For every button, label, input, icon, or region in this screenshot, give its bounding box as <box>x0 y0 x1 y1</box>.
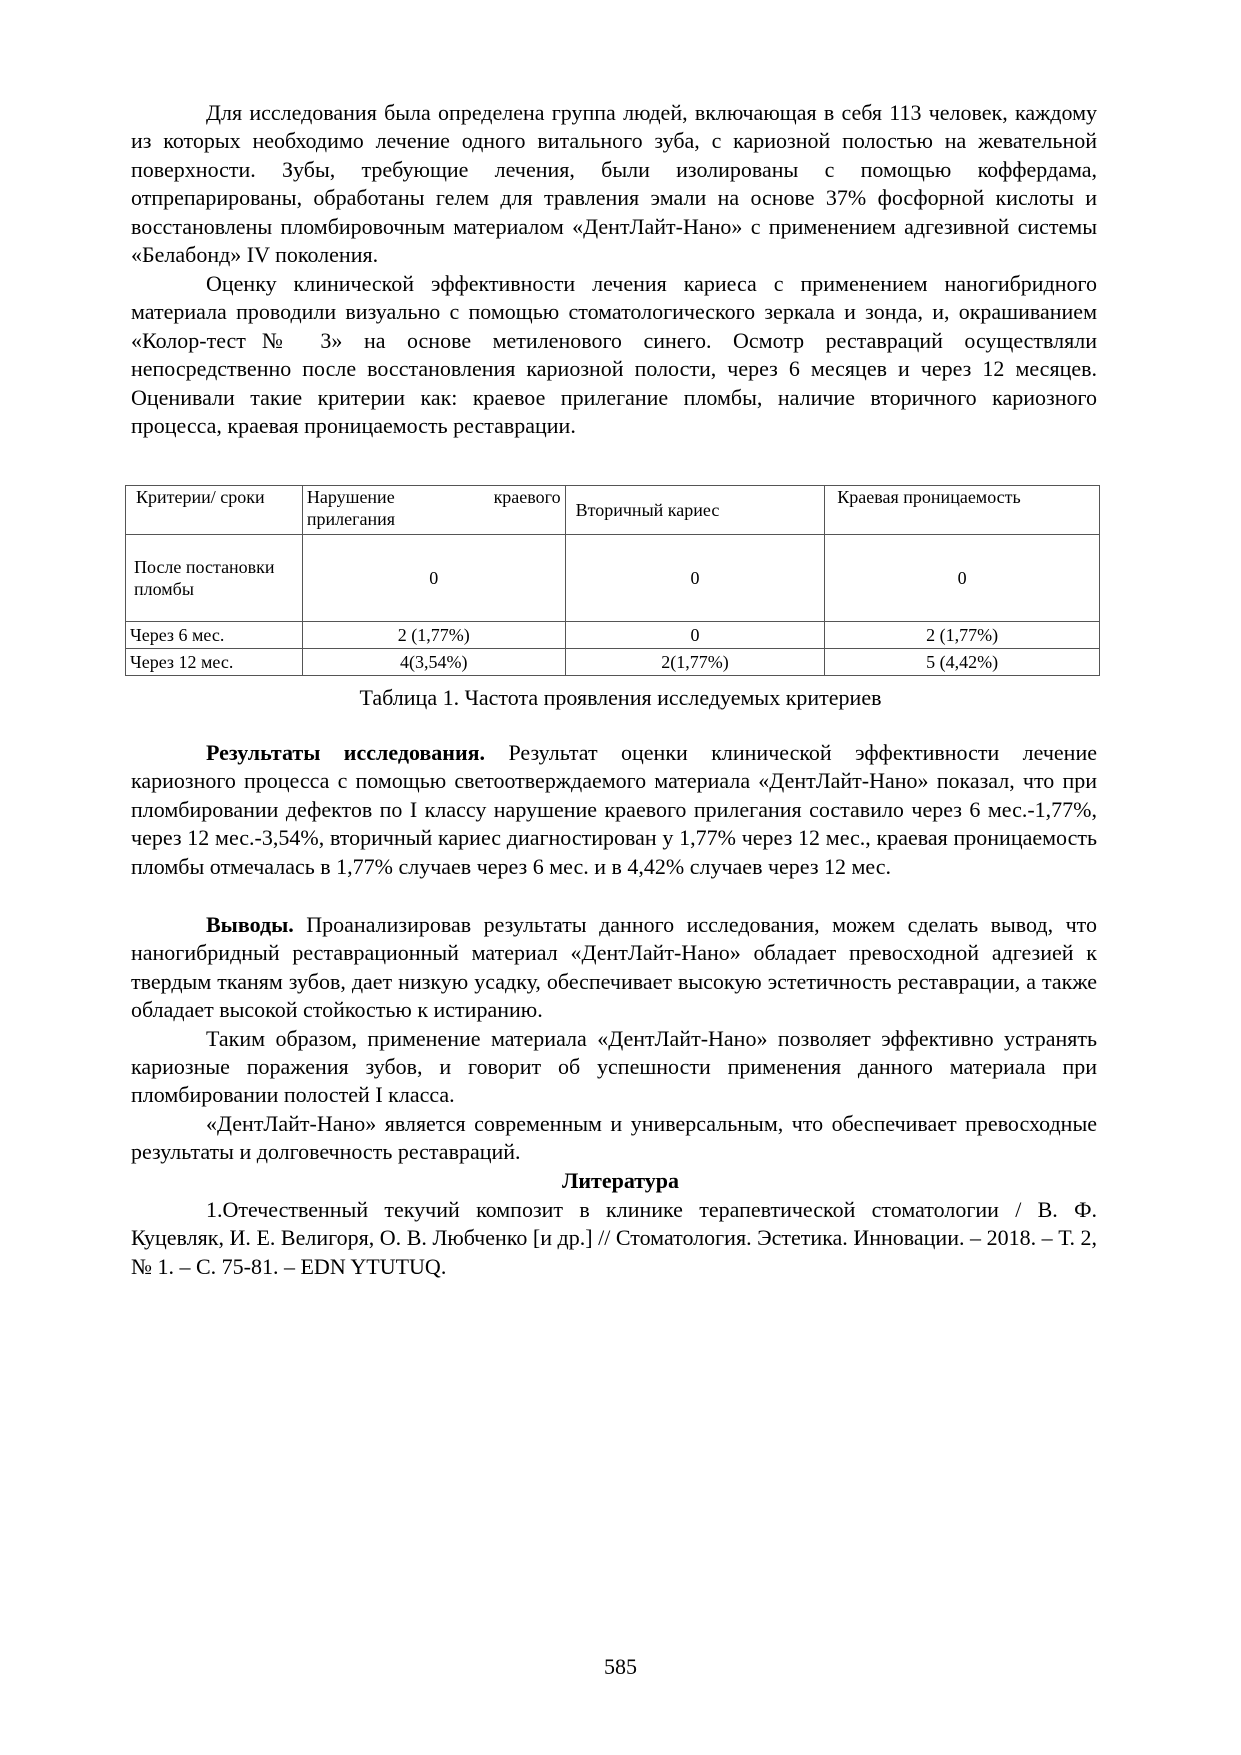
results-text: Результат оценки клинической эффективности лечение кариозного процесса с помощью светоотверждаемого материала «ДентЛайт-Нано» показал, что при пломбировании дефектов по I классу нарушение краевого прилегания составило через 6 мес.-1,77%, через 12 мес.-3,54%, вторичный кариес диагностирован у 1,77% через 12 мес., краевая проницаемость пломбы отмечалась в 1,77% случаев через 6 мес. и в 4,42% случаев через 12 мес. <box>131 740 1097 879</box>
table-row <box>126 622 1100 649</box>
table-cell: 2(1,77%) <box>565 649 825 676</box>
criteria-table <box>125 485 1100 676</box>
literature-list <box>131 1196 1097 1281</box>
results-heading: Результаты исследования. <box>206 740 486 765</box>
intro-text-1: Для исследования была определена группа людей, включающая в себя 113 человек, каждому из которых необходимо лечение одного витального зуба, с кариозной полостью на жевательной поверхности. Зубы, требующие лечения, были изолированы с помощью коффердама, отпрепарированы, обработаны гелем для травления эмали на основе 37% фосфорной кислоты и восстановлены пломбировочным материалом «ДентЛайт-Нано» с применением адгезивной системы «Белабонд» IV поколения. <box>131 100 1097 268</box>
table-cell: 0 <box>825 535 1100 622</box>
results-section <box>131 739 1097 881</box>
table-row <box>126 535 1100 622</box>
table-cell: 5 (4,42%) <box>825 649 1100 676</box>
table-cell: 2 (1,77%) <box>302 622 565 649</box>
header-criteria <box>126 486 303 535</box>
header-marginal-permeability-text: Краевая проницаемость <box>837 487 1021 507</box>
page-number: 585 <box>604 1654 637 1679</box>
conclusions-paragraph-3: «ДентЛайт-Нано» является современным и универсальным, что обеспечивает превосходные результаты и долговечность реставраций. <box>131 1110 1097 1165</box>
literature-title: Литература <box>561 1168 680 1193</box>
header-marginal-permeability <box>825 486 1100 535</box>
table-header-row <box>126 486 1100 535</box>
table-cell: 4(3,54%) <box>302 649 565 676</box>
conclusions-heading: Выводы. <box>206 912 294 937</box>
table-caption: Таблица 1. Частота проявления исследуемых критериев <box>359 685 882 710</box>
table-cell: 0 <box>565 622 825 649</box>
literature-item: 1.Отечественный текучий композит в клинике терапевтической стоматологии / В. Ф. Куцевляк, И. Е. Велигоря, О. В. Любченко [и др.] // Стоматология. Эстетика. Инновации. – 2018. – Т. 2, № 1. – С. 75-81. – EDN YTUTUQ. <box>131 1197 1097 1279</box>
conclusions-paragraph-1 <box>131 911 1097 1025</box>
intro-paragraph-1 <box>131 99 1097 269</box>
conclusions-section <box>131 911 1097 1167</box>
table-cell: 0 <box>565 535 825 622</box>
row-label: Через 6 мес. <box>126 622 303 649</box>
table-cell: 0 <box>302 535 565 622</box>
header-marginal-fit-part1: Нарушение <box>306 487 395 507</box>
results-paragraph <box>131 739 1097 881</box>
header-marginal-fit-part3: прилегания <box>306 509 395 529</box>
conclusions-text: Проанализировав результаты данного исследования, можем сделать вывод, что наногибридный реставрационный материал «ДентЛайт-Нано» обладает превосходной адгезией к твердым тканям зубов, дает низкую усадку, обеспечивает высокую эстетичность реставрации, а также обладает высокой стойкостью к истиранию. <box>131 912 1097 1023</box>
header-secondary-caries-text: Вторичный кариес <box>575 500 720 520</box>
header-criteria-text: Критерии/ сроки <box>136 487 265 507</box>
intro-text-2: Оценку клинической эффективности лечения кариеса с применением наногибридного материала проводили визуально с помощью стоматологического зеркала и зонда, и, окрашиванием «Колор-тест№ 3» на основе метиленового синего. Осмотр реставраций осуществляли непосредственно после восстановления кариозной полости, через 6 месяцев и через 12 месяцев. Оценивали такие критерии как: краевое прилегание пломбы, наличие вторичного кариозного процесса, краевая проницаемость реставрации. <box>131 271 1097 439</box>
row-label: Через 12 мес. <box>126 649 303 676</box>
table-cell: 2 (1,77%) <box>825 622 1100 649</box>
table-row <box>126 649 1100 676</box>
row-label: После постановки пломбы <box>126 535 303 622</box>
header-marginal-fit <box>302 486 565 535</box>
conclusions-paragraph-2: Таким образом, применение материала «ДентЛайт-Нано» позволяет эффективно устранять кариозные поражения зубов, и говорит об успешности применения данного материала при пломбировании полостей I класса. <box>131 1025 1097 1108</box>
header-marginal-fit-part2: краевого <box>493 487 561 507</box>
intro-paragraph-2 <box>131 270 1097 440</box>
header-secondary-caries <box>565 486 825 535</box>
